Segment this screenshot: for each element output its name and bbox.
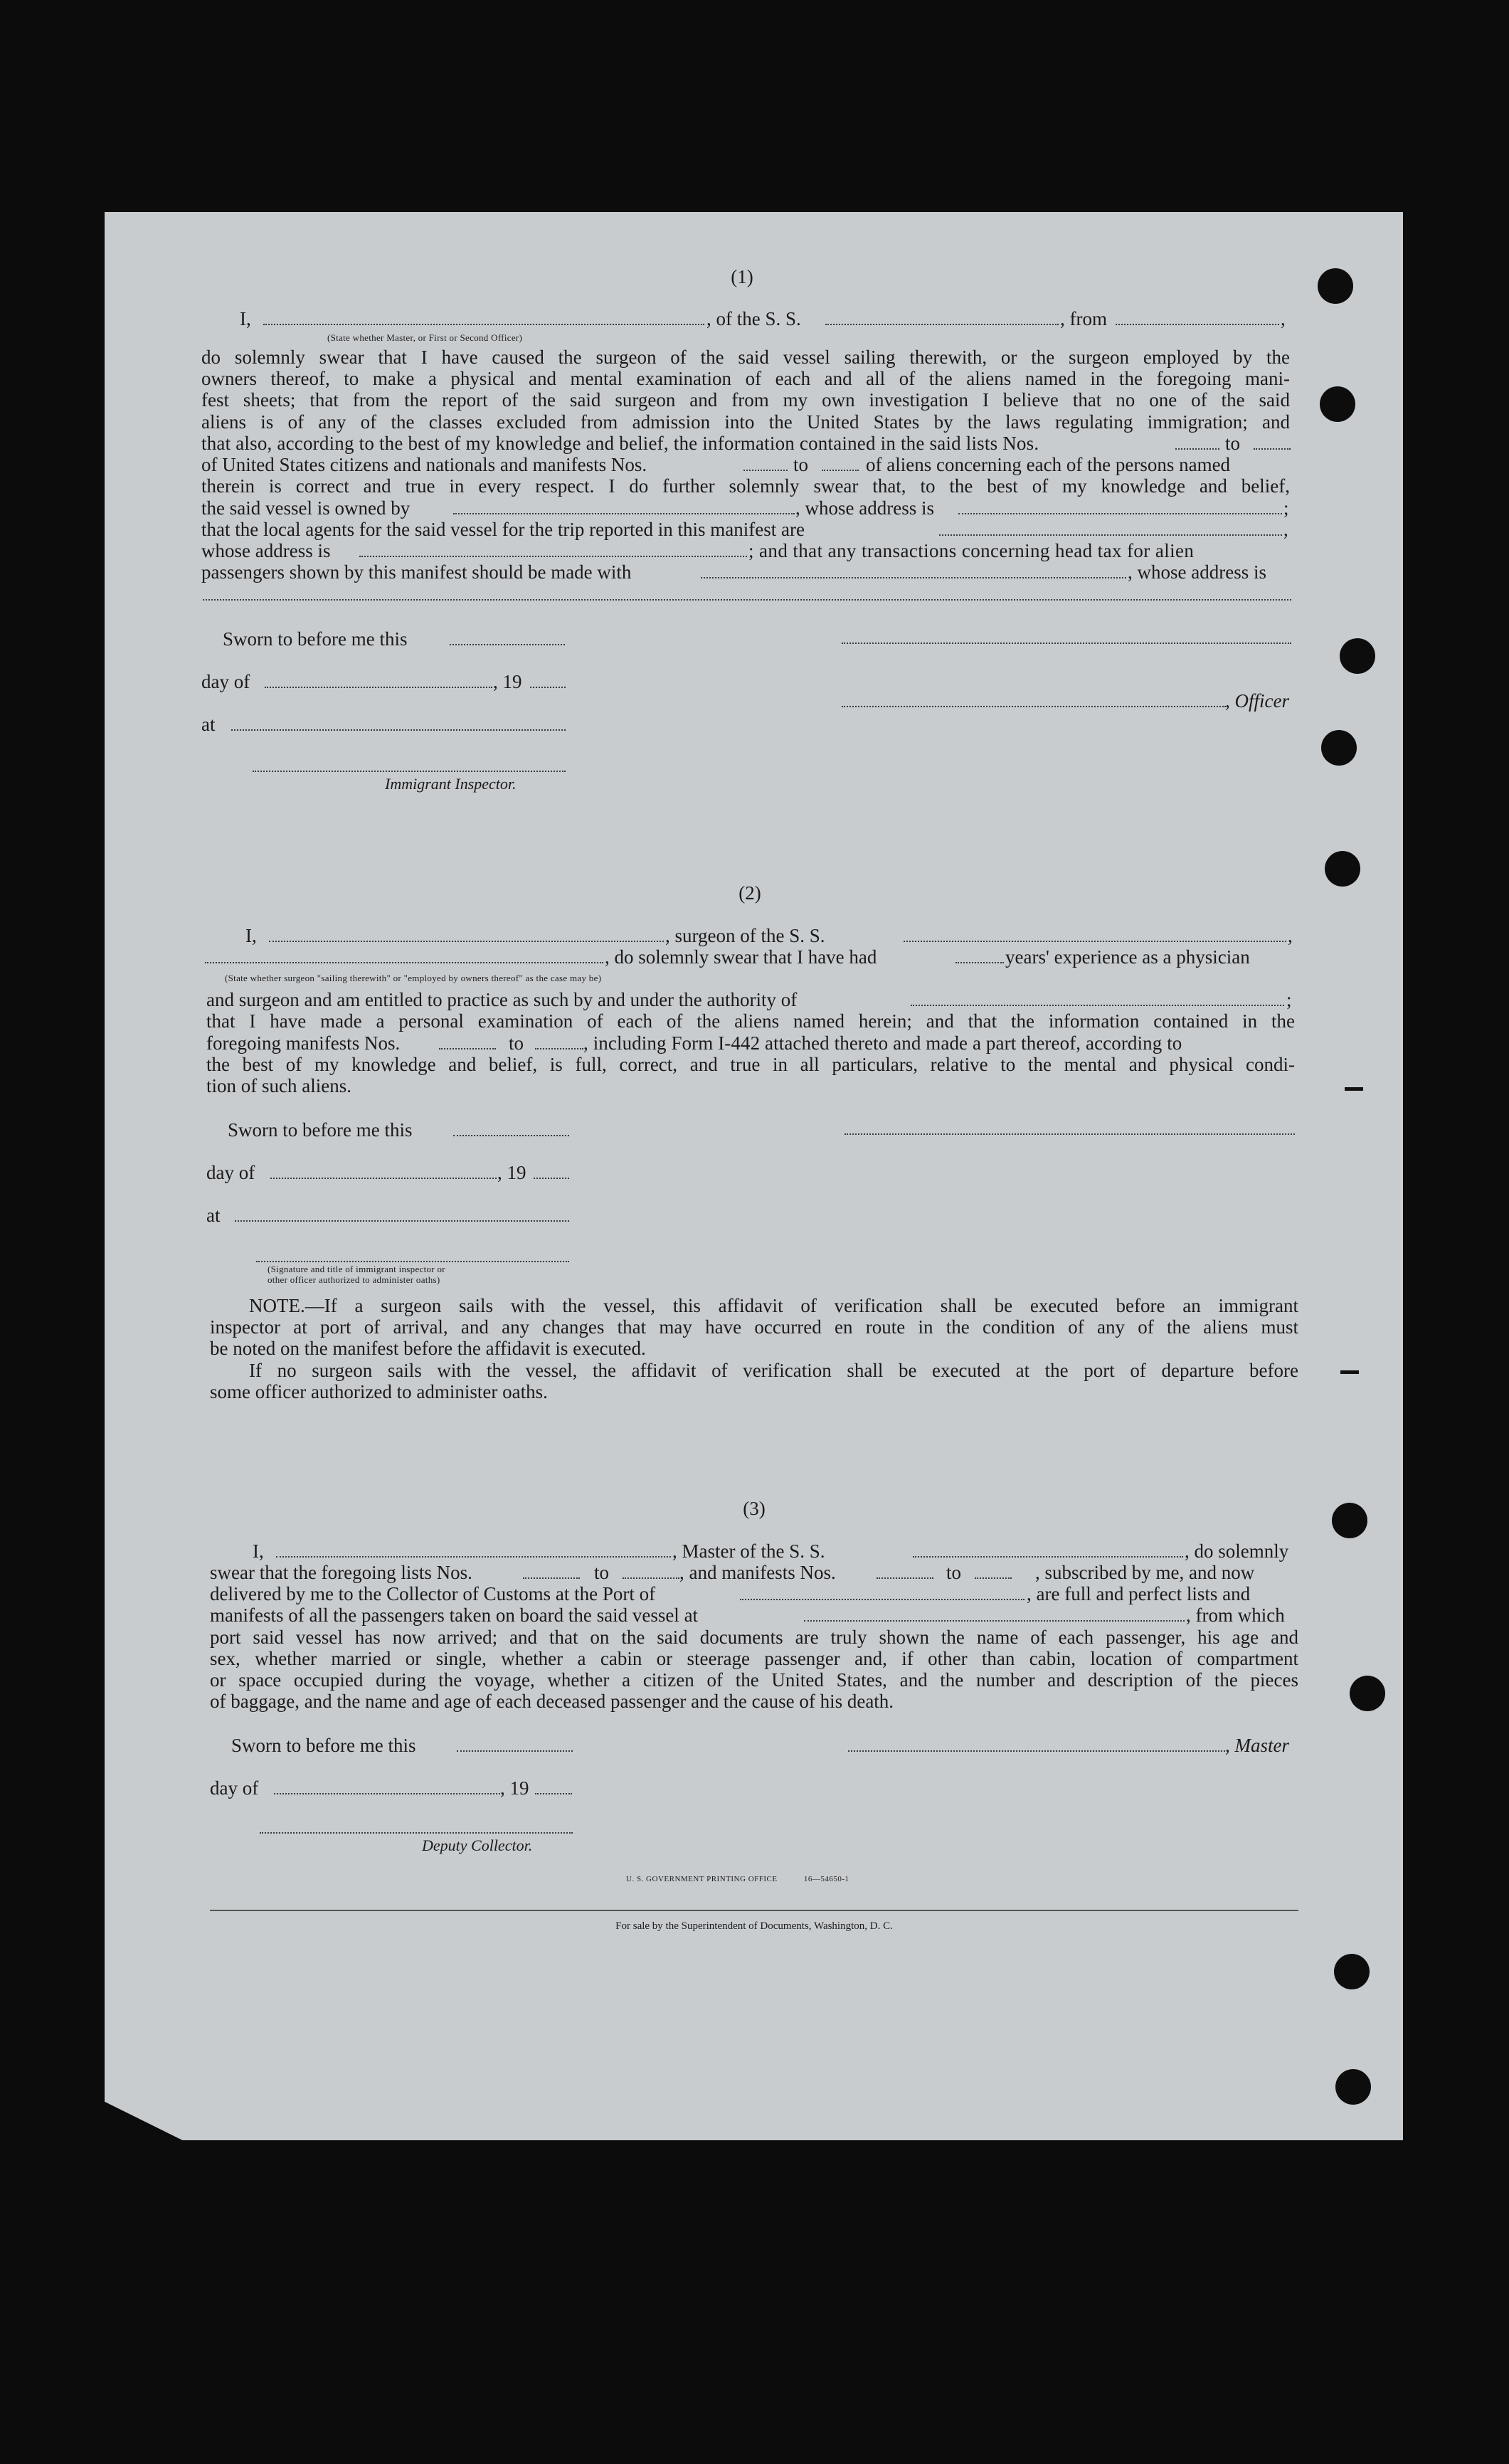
master-label: , Master <box>1225 1735 1289 1756</box>
blank-field <box>276 1556 671 1558</box>
binder-hole <box>1335 2069 1371 2105</box>
text: I, <box>253 1540 264 1562</box>
text: , whose address is <box>1128 561 1266 583</box>
text: that also, according to the best of my knowledge and belief, the information contained in the said lists Nos. <box>201 433 1039 454</box>
binder-hole <box>1332 1503 1367 1538</box>
note-text: be noted on the manifest before the affidavit is executed. <box>210 1338 646 1359</box>
blank-field <box>958 513 1282 514</box>
text: , whose address is <box>795 497 934 519</box>
text: , Master of the S. S. <box>672 1540 825 1562</box>
text: passengers shown by this manifest should be made with <box>201 561 632 583</box>
blank-field <box>822 470 859 471</box>
gpo-text: U. S. GOVERNMENT PRINTING OFFICE <box>626 1875 778 1883</box>
binder-hole <box>1350 1676 1385 1711</box>
text: I, <box>240 308 251 329</box>
text: manifests of all the passengers taken on board the said vessel at <box>210 1604 699 1626</box>
blank-field <box>530 687 566 688</box>
text: of United States citizens and nationals and manifests Nos. <box>201 454 647 475</box>
blank-field <box>1175 448 1219 450</box>
signature-line <box>253 771 566 772</box>
blank-field <box>265 687 492 688</box>
blank-field <box>1116 324 1279 325</box>
section-number: (2) <box>738 882 761 904</box>
text: to <box>946 1562 962 1583</box>
text: , <box>1281 308 1286 329</box>
blank-field <box>231 729 566 731</box>
blank-field <box>235 1220 569 1222</box>
text: whose address is <box>201 540 331 561</box>
blank-field <box>913 1556 1183 1558</box>
text: aliens is of any of the classes excluded from admission into the United States by the laws regulating immigration; and <box>201 411 1290 433</box>
blank-field <box>623 1577 679 1579</box>
text: and surgeon and am entitled to practice as such by and under the authority of <box>206 989 798 1010</box>
text: the best of my knowledge and belief, is full, correct, and true in all particulars, relative to the mental and physical condi- <box>206 1054 1295 1075</box>
signature-line <box>844 1133 1295 1135</box>
sale-notice: For sale by the Superintendent of Documents, Washington, D. C. <box>615 1920 893 1932</box>
signature-line <box>842 706 1226 707</box>
binder-hole <box>1325 851 1360 887</box>
text: port said vessel has now arrived; and that on the said documents are truly shown the name of each passenger, his age and <box>210 1627 1298 1648</box>
text: years' experience as a physician <box>1005 946 1250 968</box>
text: ; <box>1286 989 1292 1010</box>
blank-field <box>955 962 1004 963</box>
text: foregoing manifests Nos. <box>206 1032 401 1054</box>
text: tion of such aliens. <box>206 1075 351 1096</box>
field-note: (State whether surgeon "sailing therewith" or "employed by owners thereof" as the case may be) <box>225 973 602 983</box>
binder-hole <box>1321 730 1357 766</box>
note-text: some officer authorized to administer oaths. <box>210 1381 548 1402</box>
text: day of <box>206 1162 255 1183</box>
text: , from which <box>1186 1604 1285 1626</box>
blank-field <box>743 470 788 471</box>
text: sex, whether married or single, whether a cabin or steerage passenger and, if other than cabin, location of compartment <box>210 1648 1298 1669</box>
signature-line <box>260 1832 573 1834</box>
signature-note: other officer authorized to administer oaths) <box>268 1274 440 1285</box>
text: or space occupied during the voyage, whether a citizen of the United States, and the number and description of the pieces <box>210 1669 1298 1691</box>
binder-mark <box>1345 1087 1363 1091</box>
section-number: (3) <box>743 1498 766 1519</box>
text: ; and that any transactions concerning head tax for alien <box>748 540 1195 561</box>
text: the said vessel is owned by <box>201 497 411 519</box>
printer-imprint <box>626 1868 849 1890</box>
blank-field <box>263 324 704 325</box>
text: that I have made a personal examination of each of the aliens named herein; and that the information contained in the <box>206 1010 1295 1032</box>
binder-mark <box>1340 1370 1359 1374</box>
blank-field <box>453 1135 569 1136</box>
text: do solemnly swear that I have caused the surgeon of the said vessel sailing therewith, or the surgeon employed by the <box>201 347 1290 368</box>
blank-field <box>270 1178 497 1179</box>
blank-field <box>450 644 565 645</box>
text: of aliens concerning each of the persons named <box>866 454 1231 475</box>
blank-field <box>804 1620 1185 1622</box>
text: , including Form I-442 attached thereto and made a part thereof, according to <box>583 1032 1182 1054</box>
blank-field <box>453 513 795 514</box>
text: Sworn to before me this <box>231 1735 416 1756</box>
text: , 19 <box>500 1777 529 1799</box>
footer-rule <box>210 1910 1298 1911</box>
blank-field <box>534 1178 569 1179</box>
text: at <box>206 1205 221 1226</box>
text: , <box>1288 925 1293 946</box>
note-text: If no surgeon sails with the vessel, the affidavit of verification shall be executed at the port of departure before <box>249 1360 1298 1381</box>
text: delivered by me to the Collector of Customs at the Port of <box>210 1583 656 1604</box>
text: , 19 <box>497 1162 526 1183</box>
text: to <box>594 1562 610 1583</box>
text: swear that the foregoing lists Nos. <box>210 1562 472 1583</box>
text: ; <box>1283 497 1289 519</box>
blank-field <box>975 1577 1012 1579</box>
text: day of <box>201 671 250 692</box>
signature-line <box>848 1750 1225 1752</box>
text: , do solemnly <box>1185 1540 1289 1562</box>
text: , do solemnly swear that I have had <box>605 946 877 968</box>
note-text: NOTE.—If a surgeon sails with the vessel, this affidavit of verification shall be executed before an immigrant <box>249 1295 1298 1316</box>
text: to <box>793 454 809 475</box>
text: day of <box>210 1777 259 1799</box>
binder-hole <box>1318 268 1353 304</box>
blank-field <box>203 599 1291 601</box>
text: fest sheets; that from the report of the said surgeon and from my own investigation I believe that no one of the said <box>201 389 1290 411</box>
text: , <box>1283 519 1288 540</box>
signature-note: (Signature and title of immigrant inspector or <box>268 1264 445 1274</box>
text: , of the S. S. <box>706 308 801 329</box>
blank-field <box>205 962 603 963</box>
signature-line <box>256 1261 569 1262</box>
section-number: (1) <box>731 266 753 287</box>
blank-field <box>740 1599 1024 1600</box>
text: to <box>1225 433 1241 454</box>
text: that the local agents for the said vessel for the trip reported in this manifest are <box>201 519 805 540</box>
blank-field <box>939 534 1282 536</box>
blank-field <box>439 1048 496 1049</box>
blank-field <box>911 1005 1284 1006</box>
note-text: inspector at port of arrival, and any changes that may have occurred en route in the condition of any of the aliens must <box>210 1316 1298 1338</box>
blank-field <box>1254 448 1291 450</box>
text: therein is correct and true in every respect. I do further solemnly swear that, to the best of my knowledge and belief, <box>201 475 1290 497</box>
blank-field <box>269 941 664 942</box>
text: Sworn to before me this <box>228 1119 413 1141</box>
signature-line <box>842 643 1291 644</box>
blank-field <box>701 577 1126 578</box>
binder-hole <box>1340 638 1375 674</box>
blank-field <box>877 1577 933 1579</box>
blank-field <box>274 1793 500 1794</box>
text: , and manifests Nos. <box>679 1562 836 1583</box>
blank-field <box>535 1048 583 1049</box>
blank-field <box>825 324 1059 325</box>
text: at <box>201 714 216 735</box>
text: , 19 <box>493 671 522 692</box>
blank-field <box>457 1750 573 1752</box>
field-note: (State whether Master, or First or Second Officer) <box>327 332 523 343</box>
blank-field <box>523 1577 580 1579</box>
blank-field <box>359 556 747 557</box>
inspector-label: Immigrant Inspector. <box>385 775 517 793</box>
blank-field <box>904 941 1286 942</box>
form-code: 16—54650-1 <box>803 1875 849 1883</box>
text: , surgeon of the S. S. <box>665 925 825 946</box>
binder-hole <box>1320 386 1355 422</box>
text: to <box>509 1032 524 1054</box>
text: owners thereof, to make a physical and mental examination of each and all of the aliens named in the foregoing mani- <box>201 368 1290 389</box>
text: I, <box>245 925 257 946</box>
text: , are full and perfect lists and <box>1027 1583 1251 1604</box>
binder-hole <box>1334 1954 1370 1989</box>
text: of baggage, and the name and age of each deceased passenger and the cause of his death. <box>210 1691 894 1712</box>
officer-label: , Officer <box>1225 690 1289 712</box>
text: , from <box>1060 308 1107 329</box>
text: Sworn to before me this <box>223 628 408 650</box>
text: , subscribed by me, and now <box>1035 1562 1255 1583</box>
blank-field <box>535 1793 572 1794</box>
collector-label: Deputy Collector. <box>422 1836 533 1854</box>
